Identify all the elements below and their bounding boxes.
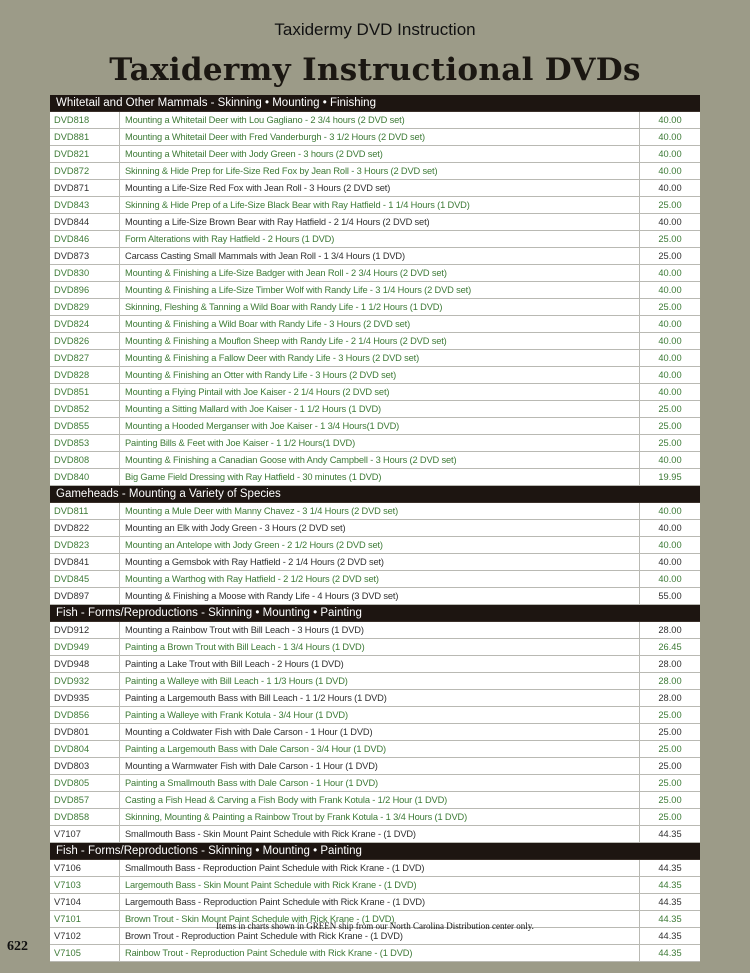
product-code: DVD857 — [50, 792, 120, 808]
product-code: DVD803 — [50, 758, 120, 774]
product-code: V7102 — [50, 928, 120, 944]
product-title: Skinning, Fleshing & Tanning a Wild Boar with Randy Life - 1 1/2 Hours (1 DVD) — [120, 299, 640, 315]
table-row — [50, 792, 700, 809]
product-title: Skinning, Mounting & Painting a Rainbow Trout by Frank Kotula - 1 3/4 Hours (1 DVD) — [120, 809, 640, 825]
table-row — [50, 537, 700, 554]
table-row — [50, 214, 700, 231]
page-header-title: Taxidermy DVD Instruction — [274, 20, 476, 39]
table-row — [50, 554, 700, 571]
product-title: Painting a Lake Trout with Bill Leach - 2 Hours (1 DVD) — [120, 656, 640, 672]
product-title: Painting a Smallmouth Bass with Dale Carson - 1 Hour (1 DVD) — [120, 775, 640, 791]
product-code: V7104 — [50, 894, 120, 910]
table-row — [50, 146, 700, 163]
product-price: 25.00 — [658, 234, 682, 244]
table-row — [50, 350, 700, 367]
product-price: 40.00 — [658, 455, 682, 465]
table-row — [50, 673, 700, 690]
product-title: Mounting & Finishing a Canadian Goose with Andy Campbell - 3 Hours (2 DVD set) — [120, 452, 640, 468]
product-title: Mounting a Warmwater Fish with Dale Carson - 1 Hour (1 DVD) — [120, 758, 640, 774]
product-price: 40.00 — [658, 540, 682, 550]
product-code: DVD801 — [50, 724, 120, 740]
product-price: 25.00 — [658, 795, 682, 805]
product-price: 25.00 — [658, 404, 682, 414]
table-row — [50, 588, 700, 605]
product-title: Brown Trout - Reproduction Paint Schedule with Rick Krane - (1 DVD) — [120, 928, 640, 944]
product-price: 40.00 — [658, 183, 682, 193]
product-price: 40.00 — [658, 268, 682, 278]
product-title: Mounting a Whitetail Deer with Jody Green - 3 hours (2 DVD set) — [120, 146, 640, 162]
table-row — [50, 945, 700, 962]
product-title: Mounting & Finishing a Life-Size Timber Wolf with Randy Life - 3 1/4 Hours (2 DVD set) — [120, 282, 640, 298]
product-title: Mounting & Finishing a Fallow Deer with Randy Life - 3 Hours (2 DVD set) — [120, 350, 640, 366]
product-code: V7106 — [50, 860, 120, 876]
product-code: V7103 — [50, 877, 120, 893]
product-title: Painting a Largemouth Bass with Dale Carson - 3/4 Hour (1 DVD) — [120, 741, 640, 757]
product-code: DVD896 — [50, 282, 120, 298]
product-title: Mounting & Finishing a Mouflon Sheep with Randy Life - 2 1/4 Hours (2 DVD set) — [120, 333, 640, 349]
product-price: 40.00 — [658, 217, 682, 227]
product-price: 40.00 — [658, 132, 682, 142]
product-title: Mounting & Finishing a Moose with Randy Life - 4 Hours (3 DVD set) — [120, 588, 640, 604]
product-price: 25.00 — [658, 761, 682, 771]
product-code: DVD932 — [50, 673, 120, 689]
product-price: 44.35 — [658, 829, 682, 839]
product-code: DVD811 — [50, 503, 120, 519]
product-price: 44.35 — [658, 914, 682, 924]
table-row — [50, 112, 700, 129]
section-header: Gameheads - Mounting a Variety of Species — [50, 486, 700, 503]
table-row — [50, 656, 700, 673]
table-row — [50, 231, 700, 248]
product-code: DVD830 — [50, 265, 120, 281]
product-price: 28.00 — [658, 659, 682, 669]
product-code: DVD805 — [50, 775, 120, 791]
product-price: 28.00 — [658, 676, 682, 686]
page-number: 622 — [7, 939, 28, 954]
product-code: DVD871 — [50, 180, 120, 196]
product-title: Mounting a Coldwater Fish with Dale Carson - 1 Hour (1 DVD) — [120, 724, 640, 740]
page-title: Taxidermy Instructional DVDs — [109, 52, 641, 88]
product-code: DVD843 — [50, 197, 120, 213]
product-price: 25.00 — [658, 727, 682, 737]
product-title: Smallmouth Bass - Skin Mount Paint Schedule with Rick Krane - (1 DVD) — [120, 826, 640, 842]
table-row — [50, 333, 700, 350]
product-price: 40.00 — [658, 506, 682, 516]
product-price: 44.35 — [658, 931, 682, 941]
product-price: 28.00 — [658, 625, 682, 635]
section-header: Fish - Forms/Reproductions - Skinning • Mounting • Painting — [50, 843, 700, 860]
table-row — [50, 163, 700, 180]
product-price: 40.00 — [658, 166, 682, 176]
product-price: 40.00 — [658, 387, 682, 397]
product-title: Mounting an Elk with Jody Green - 3 Hours (2 DVD set) — [120, 520, 640, 536]
product-title: Mounting a Gemsbok with Ray Hatfield - 2 1/4 Hours (2 DVD set) — [120, 554, 640, 570]
product-code: DVD846 — [50, 231, 120, 247]
dvd-catalog-table — [50, 95, 700, 962]
product-code: DVD821 — [50, 146, 120, 162]
product-title: Skinning & Hide Prep for Life-Size Red Fox by Jean Roll - 3 Hours (2 DVD set) — [120, 163, 640, 179]
product-price: 40.00 — [658, 285, 682, 295]
product-price: 25.00 — [658, 778, 682, 788]
product-code: DVD935 — [50, 690, 120, 706]
product-price: 44.35 — [658, 897, 682, 907]
product-code: DVD840 — [50, 469, 120, 485]
product-title: Carcass Casting Small Mammals with Jean Roll - 1 3/4 Hours (1 DVD) — [120, 248, 640, 264]
product-code: DVD873 — [50, 248, 120, 264]
product-title: Largemouth Bass - Skin Mount Paint Schedule with Rick Krane - (1 DVD) — [120, 877, 640, 893]
product-code: DVD858 — [50, 809, 120, 825]
product-price: 40.00 — [658, 319, 682, 329]
table-row — [50, 571, 700, 588]
product-code: DVD872 — [50, 163, 120, 179]
product-price: 25.00 — [658, 438, 682, 448]
product-price: 26.45 — [658, 642, 682, 652]
product-title: Smallmouth Bass - Reproduction Paint Schedule with Rick Krane - (1 DVD) — [120, 860, 640, 876]
product-title: Mounting a Sitting Mallard with Joe Kaiser - 1 1/2 Hours (1 DVD) — [120, 401, 640, 417]
product-title: Mounting & Finishing an Otter with Randy Life - 3 Hours (2 DVD set) — [120, 367, 640, 383]
product-title: Mounting & Finishing a Wild Boar with Randy Life - 3 Hours (2 DVD set) — [120, 316, 640, 332]
product-title: Painting a Walleye with Frank Kotula - 3/4 Hour (1 DVD) — [120, 707, 640, 723]
table-row — [50, 741, 700, 758]
table-row — [50, 384, 700, 401]
product-price: 25.00 — [658, 251, 682, 261]
table-row — [50, 316, 700, 333]
product-price: 40.00 — [658, 370, 682, 380]
product-price: 25.00 — [658, 710, 682, 720]
product-title: Mounting a Rainbow Trout with Bill Leach - 3 Hours (1 DVD) — [120, 622, 640, 638]
table-row — [50, 758, 700, 775]
product-code: DVD822 — [50, 520, 120, 536]
product-price: 25.00 — [658, 744, 682, 754]
table-row — [50, 282, 700, 299]
product-price: 40.00 — [658, 149, 682, 159]
product-code: DVD828 — [50, 367, 120, 383]
product-title: Skinning & Hide Prep of a Life-Size Black Bear with Ray Hatfield - 1 1/4 Hours (1 DVD) — [120, 197, 640, 213]
product-code: DVD827 — [50, 350, 120, 366]
product-price: 25.00 — [658, 421, 682, 431]
product-price: 40.00 — [658, 574, 682, 584]
product-title: Mounting a Whitetail Deer with Fred Vanderburgh - 3 1/2 Hours (2 DVD set) — [120, 129, 640, 145]
table-row — [50, 469, 700, 486]
table-row — [50, 452, 700, 469]
table-row — [50, 690, 700, 707]
product-price: 25.00 — [658, 200, 682, 210]
product-title: Mounting a Flying Pintail with Joe Kaiser - 2 1/4 Hours (2 DVD set) — [120, 384, 640, 400]
product-code: DVD841 — [50, 554, 120, 570]
product-price: 40.00 — [658, 523, 682, 533]
product-price: 25.00 — [658, 812, 682, 822]
table-row — [50, 180, 700, 197]
table-row — [50, 418, 700, 435]
product-code: DVD948 — [50, 656, 120, 672]
product-price: 25.00 — [658, 302, 682, 312]
table-row — [50, 724, 700, 741]
table-row — [50, 639, 700, 656]
product-code: DVD808 — [50, 452, 120, 468]
table-row — [50, 248, 700, 265]
product-code: DVD851 — [50, 384, 120, 400]
product-code: DVD826 — [50, 333, 120, 349]
product-title: Big Game Field Dressing with Ray Hatfield - 30 minutes (1 DVD) — [120, 469, 640, 485]
product-price: 19.95 — [658, 472, 682, 482]
table-row — [50, 435, 700, 452]
table-row — [50, 775, 700, 792]
product-code: DVD844 — [50, 214, 120, 230]
product-code: V7107 — [50, 826, 120, 842]
product-price: 40.00 — [658, 115, 682, 125]
product-code: DVD853 — [50, 435, 120, 451]
product-title: Mounting an Antelope with Jody Green - 2 1/2 Hours (2 DVD set) — [120, 537, 640, 553]
product-title: Mounting a Whitetail Deer with Lou Gagliano - 2 3/4 hours (2 DVD set) — [120, 112, 640, 128]
product-title: Mounting a Mule Deer with Manny Chavez - 3 1/4 Hours (2 DVD set) — [120, 503, 640, 519]
product-title: Painting a Largemouth Bass with Bill Leach - 1 1/2 Hours (1 DVD) — [120, 690, 640, 706]
product-code: DVD823 — [50, 537, 120, 553]
table-row — [50, 622, 700, 639]
section-header: Whitetail and Other Mammals - Skinning • Mounting • Finishing — [50, 95, 700, 112]
product-code: DVD856 — [50, 707, 120, 723]
product-code: DVD881 — [50, 129, 120, 145]
table-row — [50, 860, 700, 877]
product-code: DVD852 — [50, 401, 120, 417]
product-code: DVD818 — [50, 112, 120, 128]
product-title: Form Alterations with Ray Hatfield - 2 Hours (1 DVD) — [120, 231, 640, 247]
product-title: Mounting a Life-Size Red Fox with Jean Roll - 3 Hours (2 DVD set) — [120, 180, 640, 196]
product-price: 40.00 — [658, 336, 682, 346]
product-title: Largemouth Bass - Reproduction Paint Schedule with Rick Krane - (1 DVD) — [120, 894, 640, 910]
product-code: DVD912 — [50, 622, 120, 638]
table-row — [50, 197, 700, 214]
product-title: Painting Bills & Feet with Joe Kaiser - 1 1/2 Hours(1 DVD) — [120, 435, 640, 451]
table-row — [50, 503, 700, 520]
table-row — [50, 707, 700, 724]
table-row — [50, 826, 700, 843]
product-code: DVD824 — [50, 316, 120, 332]
product-code: DVD949 — [50, 639, 120, 655]
table-row — [50, 520, 700, 537]
product-code: V7101 — [50, 911, 120, 927]
table-row — [50, 877, 700, 894]
table-row — [50, 401, 700, 418]
table-row — [50, 367, 700, 384]
footer-note: Items in charts shown in GREEN ship from our North Carolina Distribution center only. — [216, 921, 534, 931]
table-row — [50, 129, 700, 146]
product-code: DVD804 — [50, 741, 120, 757]
product-code: DVD897 — [50, 588, 120, 604]
product-title: Mounting a Life-Size Brown Bear with Ray Hatfield - 2 1/4 Hours (2 DVD set) — [120, 214, 640, 230]
product-title: Casting a Fish Head & Carving a Fish Body with Frank Kotula - 1/2 Hour (1 DVD) — [120, 792, 640, 808]
product-title: Painting a Walleye with Bill Leach - 1 1/3 Hours (1 DVD) — [120, 673, 640, 689]
section-header: Fish - Forms/Reproductions - Skinning • Mounting • Painting — [50, 605, 700, 622]
table-row — [50, 809, 700, 826]
product-code: DVD845 — [50, 571, 120, 587]
table-row — [50, 894, 700, 911]
table-row — [50, 299, 700, 316]
product-price: 44.35 — [658, 880, 682, 890]
product-price: 44.35 — [658, 948, 682, 958]
product-code: DVD855 — [50, 418, 120, 434]
product-price: 28.00 — [658, 693, 682, 703]
product-code: DVD829 — [50, 299, 120, 315]
product-title: Painting a Brown Trout with Bill Leach - 1 3/4 Hours (1 DVD) — [120, 639, 640, 655]
product-price: 55.00 — [658, 591, 682, 601]
product-title: Mounting a Hooded Merganser with Joe Kaiser - 1 3/4 Hours(1 DVD) — [120, 418, 640, 434]
product-price: 40.00 — [658, 557, 682, 567]
product-title: Rainbow Trout - Reproduction Paint Schedule with Rick Krane - (1 DVD) — [120, 945, 640, 961]
product-title: Mounting & Finishing a Life-Size Badger with Jean Roll - 2 3/4 Hours (2 DVD set) — [120, 265, 640, 281]
product-price: 44.35 — [658, 863, 682, 873]
product-title: Brown Trout - Skin Mount Paint Schedule with Rick Krane - (1 DVD) — [120, 911, 640, 927]
product-title: Mounting a Warthog with Ray Hatfield - 2 1/2 Hours (2 DVD set) — [120, 571, 640, 587]
table-row — [50, 265, 700, 282]
product-code: V7105 — [50, 945, 120, 961]
product-price: 40.00 — [658, 353, 682, 363]
